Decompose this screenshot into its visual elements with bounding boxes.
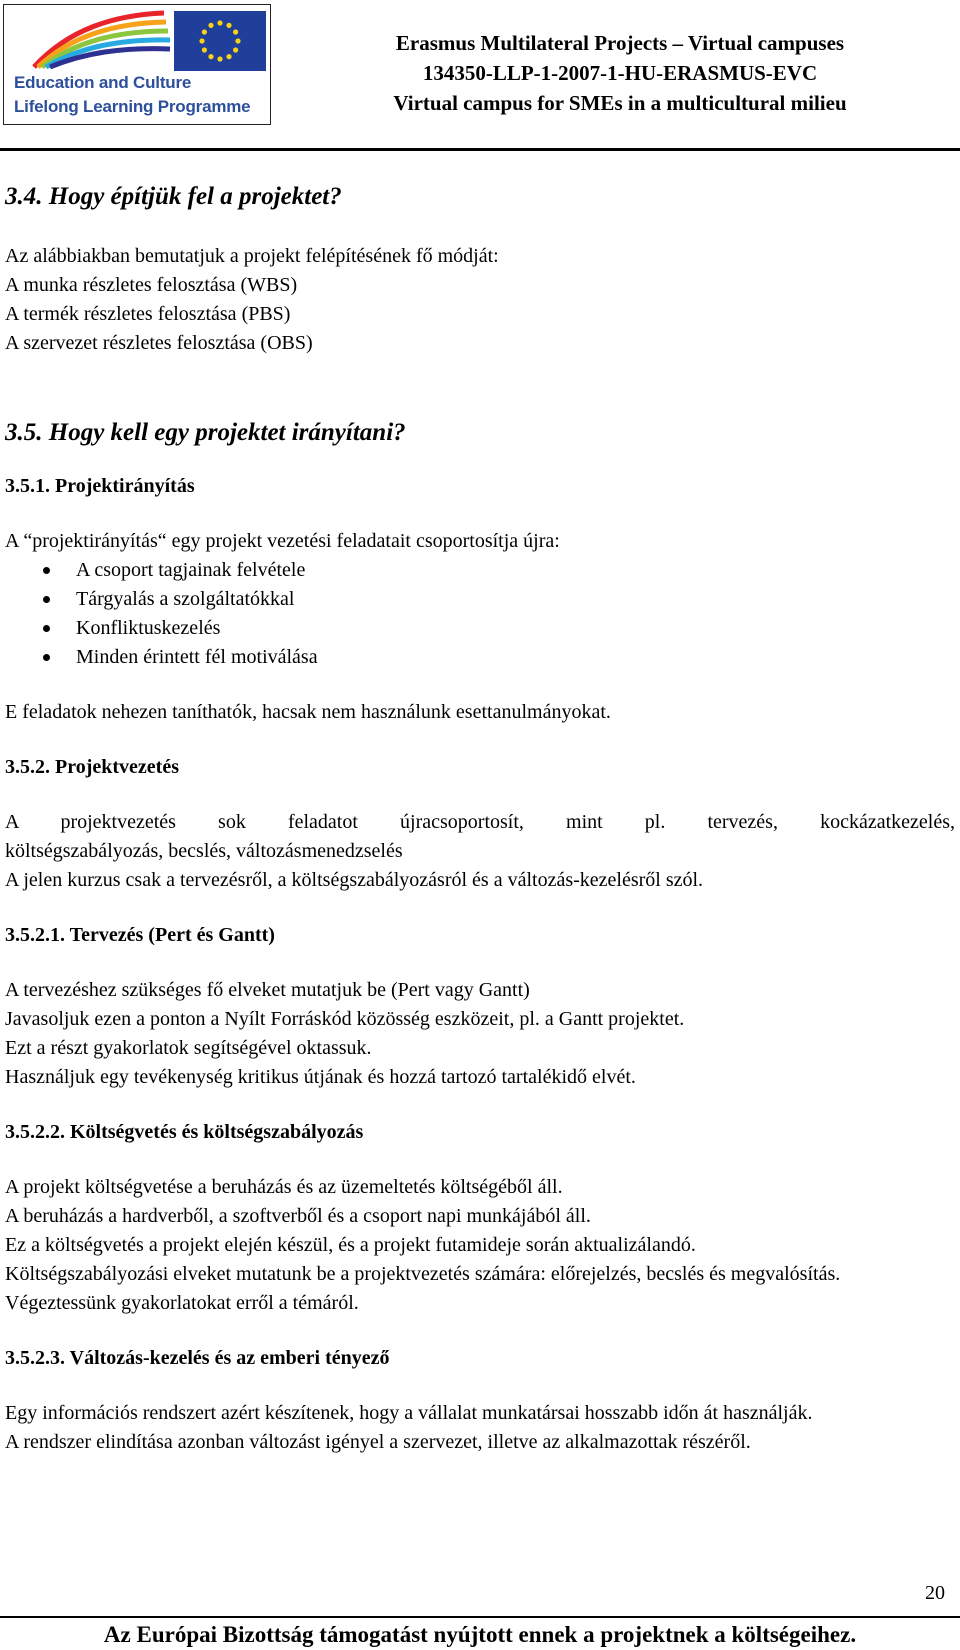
s3523-last-line: A rendszer elindítása azonban változást igényel a szervezet, illetve az alkalmazottak részéről. xyxy=(5,1431,751,1453)
lifelong-learning-swoosh-logo xyxy=(14,9,174,71)
task-bullet-list xyxy=(5,556,955,672)
heading-3-5-2: 3.5.2. Projektvezetés xyxy=(5,756,180,778)
s3523-paragraph: Egy információs rendszert azért készítenek, hogy a vállalat munkatársai hosszabb időn át használják. xyxy=(5,1402,813,1424)
s352-line-3: A jelen kurzus csak a tervezésről, a költségszabályozásról és a változás-kezelésről szól. xyxy=(5,869,704,891)
project-header-line-3: Virtual campus for SMEs in a multicultural milieu xyxy=(393,91,847,115)
heading-3-4: 3.4. Hogy építjük fel a projektet? xyxy=(5,183,342,210)
logo-line-education-culture: Education and Culture xyxy=(14,73,192,92)
eu-flag-background xyxy=(174,11,266,71)
bullet-item: Konfliktuskezelés xyxy=(5,614,955,643)
eu-flag-icon xyxy=(174,11,266,71)
project-header xyxy=(320,28,920,118)
heading-3-5: 3.5. Hogy kell egy projektet irányítani? xyxy=(5,419,406,446)
s3522-line-1: A projekt költségvetése a beruházás és az üzemeltetés költségéből áll. xyxy=(5,1176,563,1198)
heading-3-5-2-2: 3.5.2.2. Költségvetés és költségszabályozás xyxy=(5,1121,364,1143)
document-body xyxy=(5,180,955,1457)
s3522-last-line: Végeztessünk gyakorlatokat erről a témáról. xyxy=(5,1292,359,1314)
header-divider xyxy=(0,148,960,151)
s352-line-1: A projektvezetés sok feladatot újracsoportosít, mint pl. tervezés, kockázatkezelés, xyxy=(5,811,955,833)
s34-line-obs: A szervezet részletes felosztása (OBS) xyxy=(5,332,313,354)
project-header-line-1: Erasmus Multilateral Projects – Virtual campuses xyxy=(395,31,845,55)
bullet-item: Minden érintett fél motiválása xyxy=(5,643,955,672)
s3521-line-2: Javasoljuk ezen a ponton a Nyílt Forráskód közösség eszközeit, pl. a Gantt projektet. xyxy=(5,1008,685,1030)
s352-line-2: költségszabályozás, becslés, változásmenedzselés xyxy=(5,840,403,862)
s34-intro: Az alábbiakban bemutatjuk a projekt felépítésének fő módját: xyxy=(5,245,499,267)
heading-3-5-2-3: 3.5.2.3. Változás-kezelés és az emberi tényező xyxy=(5,1347,390,1369)
s3522-line-2: A beruházás a hardverből, a szoftverből és a csoport napi munkájából áll. xyxy=(5,1205,591,1227)
project-header-line-2: 134350-LLP-1-2007-1-HU-ERASMUS-EVC xyxy=(422,61,818,85)
s351-note: E feladatok nehezen taníthatók, hacsak nem használunk esettanulmányokat. xyxy=(5,701,611,723)
logo-line-lifelong-learning: Lifelong Learning Programme xyxy=(14,97,251,116)
bullet-item: A csoport tagjainak felvétele xyxy=(5,556,955,585)
s34-line-wbs: A munka részletes felosztása (WBS) xyxy=(5,274,298,296)
footer-funding-note: Az Európai Bizottság támogatást nyújtott ennek a projektnek a költségeihez. xyxy=(0,1616,960,1648)
s3521-line-4: Használjuk egy tevékenység kritikus útjának és hozzá tartozó tartalékidő elvét. xyxy=(5,1066,636,1088)
page-number: 20 xyxy=(925,1582,945,1604)
heading-3-5-2-1: 3.5.2.1. Tervezés (Pert és Gantt) xyxy=(5,924,275,946)
s3521-line-3: Ezt a részt gyakorlatok segítségével oktassuk. xyxy=(5,1037,372,1059)
s3521-line-1: A tervezéshez szükséges fő elveket mutatjuk be (Pert vagy Gantt) xyxy=(5,979,530,1001)
s3522-paragraph: Költségszabályozási elveket mutatunk be a projektvezetés számára: előrejelzés, becslés és megvalósítás. xyxy=(5,1263,841,1285)
heading-3-5-1: 3.5.1. Projektirányítás xyxy=(5,475,195,497)
s351-intro: A “projektirányítás“ egy projekt vezetési feladatait csoportosítja újra: xyxy=(5,530,560,552)
s3522-line-3: Ez a költségvetés a projekt elején készül, és a projekt futamideje során aktualizálandó. xyxy=(5,1234,696,1256)
s34-line-pbs: A termék részletes felosztása (PBS) xyxy=(5,303,291,325)
logo-box xyxy=(3,4,271,125)
bullet-item: Tárgyalás a szolgáltatókkal xyxy=(5,585,955,614)
